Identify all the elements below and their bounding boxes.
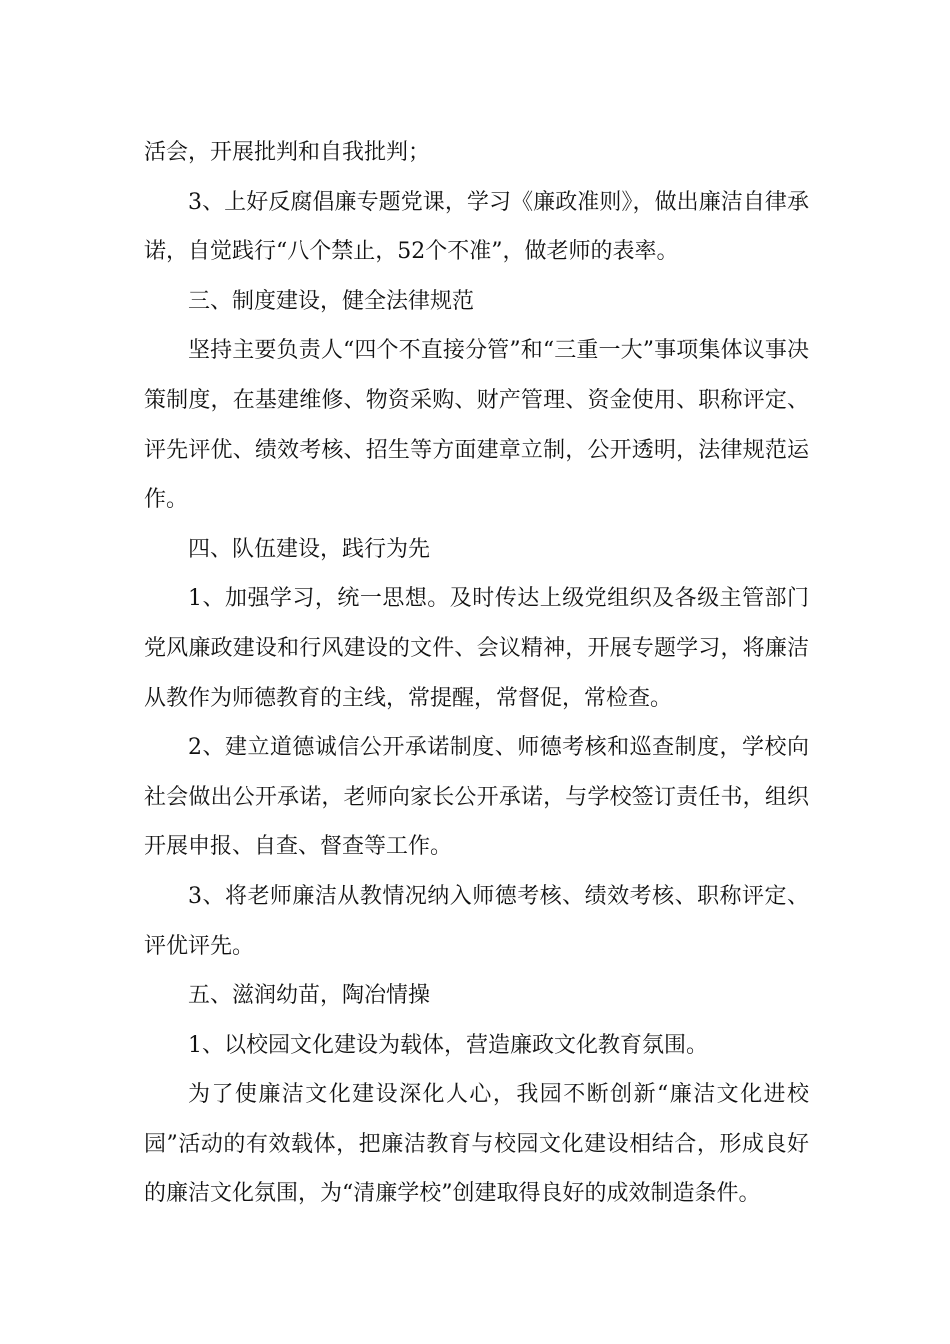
paragraph-clean-culture: 为了使廉洁文化建设深化人心，我园不断创新“廉洁文化进校园”活动的有效载体，把廉洁教育与校园文化建设相结合，形成良好的廉洁文化氛围，为“清廉学校”创建取得良好的成效制造条件。 (144, 1082, 809, 1207)
section-heading-5: 五、滋润幼苗，陶冶情操 (188, 983, 431, 1009)
section-heading-3: 三、制度建设，健全法律规范 (188, 288, 475, 314)
section-heading-4: 四、队伍建设，践行为先 (188, 536, 431, 562)
paragraph-item-3-assessment: 3、将老师廉洁从教情况纳入师德考核、绩效考核、职称评定、评优评先。 (144, 883, 809, 959)
paragraph-item-3-party-lesson: 3、上好反腐倡廉专题党课，学习《廉政准则》，做出廉洁自律承诺，自觉践行“八个禁止，52个不准”，做老师的表率。 (144, 189, 809, 265)
paragraph-item-1-campus-culture: 1、以校园文化建设为载体，营造廉政文化教育氛围。 (188, 1032, 708, 1058)
paragraph-decision-system: 坚持主要负责人“四个不直接分管”和“三重一大”事项集体议事决策制度，在基建维修、物资采购、财产管理、资金使用、职称评定、评先评优、绩效考核、招生等方面建章立制，公开透明，法律规范运作。 (144, 338, 809, 513)
paragraph-continuation: 活会，开展批判和自我批判； (144, 140, 431, 165)
paragraph-item-1-study: 1、加强学习，统一思想。及时传达上级党组织及各级主管部门党风廉政建设和行风建设的文件、会议精神，开展专题学习，将廉洁从教作为师德教育的主线，常提醒，常督促，常检查。 (144, 586, 809, 711)
paragraph-item-2-commitment: 2、建立道德诚信公开承诺制度、师德考核和巡查制度，学校向社会做出公开承诺，老师向家长公开承诺，与学校签订责任书，组织开展申报、自查、督查等工作。 (144, 735, 809, 860)
document-body (144, 128, 809, 1219)
